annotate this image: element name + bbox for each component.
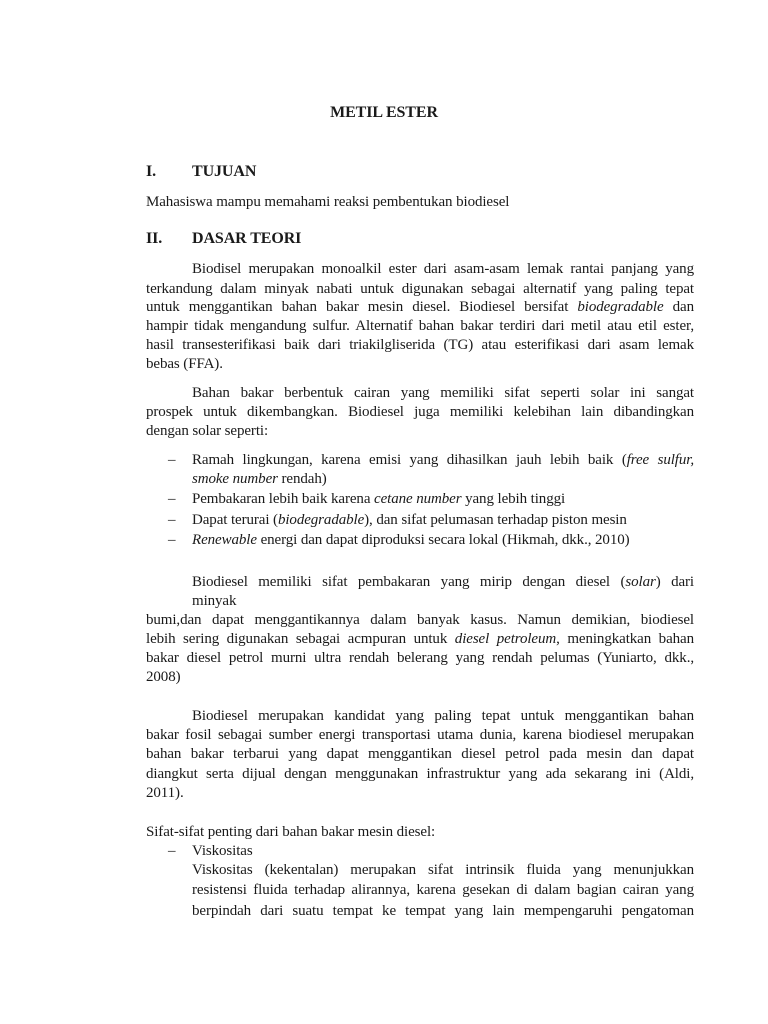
paragraph-line: untuk menggantikan bahan bakar mesin diesel. Biodiesel bersifat biodegradable dan — [146, 299, 694, 315]
page-title: METIL ESTER — [330, 104, 438, 121]
section-label: DASAR TEORI — [192, 230, 302, 247]
section-heading-tujuan — [146, 163, 256, 181]
paragraph-line: berpindah dari suatu tempat ke tempat yang lain mempengaruhi pengatoman — [192, 903, 694, 919]
paragraph-line: bumi,dan dapat menggantikannya dalam banyak kasus. Namun demikian, biodiesel — [146, 612, 694, 628]
paragraph-line: 2011). — [146, 785, 184, 801]
tujuan-text: Mahasiswa mampu memahami reaksi pembentukan biodiesel — [146, 194, 510, 210]
paragraph-line: diangkut serta dijual dengan menggunakan infrastruktur yang ada sekarang ini (Aldi, — [146, 766, 694, 782]
section-number: I. — [146, 163, 157, 180]
bullet-item: Pembakaran lebih baik karena cetane number yang lebih tinggi — [192, 491, 566, 507]
paragraph-line: Viskositas (kekentalan) merupakan sifat intrinsik fluida yang menunjukkan — [192, 862, 694, 878]
paragraph-line: prospek untuk dikembangkan. Biodiesel juga memiliki kelebihan lain dibandingkan — [146, 404, 694, 420]
paragraph-line: bakar diesel petrol murni ultra rendah belerang yang rendah pelumas (Yuniarto, dkk., — [146, 650, 694, 666]
paragraph-line: bakar fosil sebagai sumber energi transportasi utama dunia, karena biodiesel merupakan — [146, 727, 694, 743]
paragraph-line: Biodiesel memiliki sifat pembakaran yang mirip dengan diesel (solar) dari — [192, 574, 695, 590]
paragraph-line: lebih sering digunakan sebagai acmpuran untuk diesel petroleum, meningkatkan bahan — [146, 631, 694, 647]
bullet-dash: – — [168, 452, 176, 468]
paragraph-line: Biodiesel merupakan kandidat yang paling tepat untuk menggantikan bahan — [192, 708, 694, 724]
sifat-intro: Sifat-sifat penting dari bahan bakar mesin diesel: — [146, 824, 436, 840]
paragraph-line: Bahan bakar berbentuk cairan yang memiliki sifat seperti solar ini sangat — [192, 385, 694, 401]
section-number: II. — [146, 230, 163, 247]
paragraph-line: bahan bakar terbarui yang dapat menggantikan diesel petrol pada mesin dan dapat — [146, 746, 694, 762]
bullet-dash: – — [168, 512, 176, 528]
bullet-dash: – — [168, 843, 176, 859]
section-heading-dasar-teori — [146, 230, 301, 248]
bullet-item-continued: smoke number rendah) — [192, 471, 327, 487]
paragraph-line: hasil transesterifikasi baik dari triakilgliserida (TG) atau esterifikasi dari asam lemak — [146, 337, 694, 353]
bullet-dash: – — [168, 491, 176, 507]
paragraph-line: Biodisel merupakan monoalkil ester dari asam-asam lemak rantai panjang yang — [192, 261, 694, 277]
bullet-item: Dapat terurai (biodegradable), dan sifat pelumasan terhadap piston mesin — [192, 512, 627, 528]
paragraph-line: minyak — [192, 593, 237, 609]
bullet-item: Viskositas — [192, 843, 253, 859]
bullet-dash: – — [168, 532, 176, 548]
paragraph-line: dengan solar seperti: — [146, 423, 269, 439]
bullet-item: Renewable energi dan dapat diproduksi secara lokal (Hikmah, dkk., 2010) — [192, 532, 630, 548]
paragraph-line: 2008) — [146, 669, 181, 685]
section-label: TUJUAN — [192, 163, 257, 180]
paragraph-line: terkandung dalam minyak nabati untuk digunakan sebagai alternatif yang paling tepat — [146, 281, 694, 297]
paragraph-line: hampir tidak mengandung sulfur. Alternatif bahan bakar terdiri dari metil atau etil ester, — [146, 318, 694, 334]
paragraph-line: resistensi fluida terhadap alirannya, karena gesekan di dalam bagian cairan yang — [192, 882, 694, 898]
bullet-item: Ramah lingkungan, karena emisi yang dihasilkan jauh lebih baik (free sulfur, — [192, 452, 694, 468]
paragraph-line: bebas (FFA). — [146, 356, 223, 372]
